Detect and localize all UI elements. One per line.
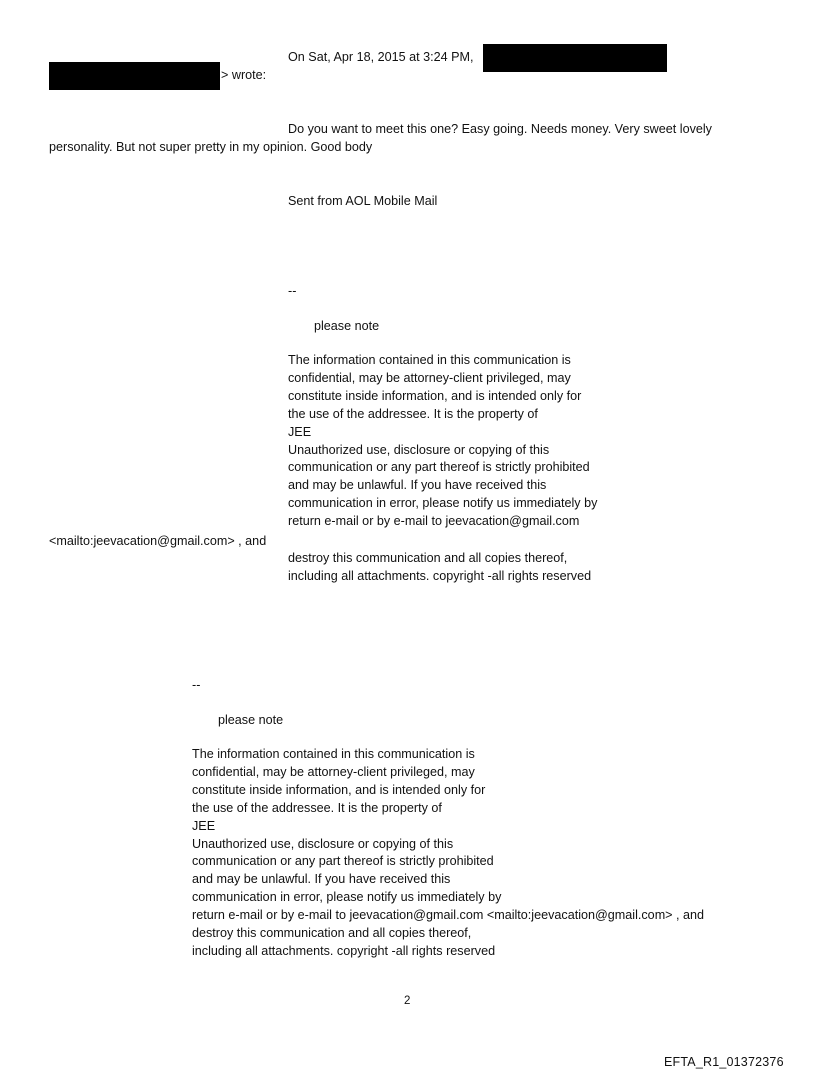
notice-line: The information contained in this communication is bbox=[288, 353, 571, 367]
signature-separator: -- bbox=[192, 678, 201, 692]
notice-line: communication in error, please notify us immediately by bbox=[192, 890, 502, 905]
notice-line: communication in error, please notify us immediately by bbox=[288, 496, 598, 511]
notice-line: confidential, may be attorney-client privileged, may bbox=[192, 764, 475, 779]
notice-line: destroy this communication and all copies thereof, bbox=[288, 551, 568, 565]
redaction-box bbox=[49, 62, 220, 90]
sent-from-line: Sent from AOL Mobile Mail bbox=[288, 194, 438, 208]
notice-line: constitute inside information, and is intended only for bbox=[288, 388, 582, 403]
notice-line: confidential, may be attorney-client privileged, may bbox=[288, 370, 571, 385]
notice-line: constitute inside information, and is intended only for bbox=[192, 782, 486, 797]
signature-separator: -- bbox=[288, 284, 297, 298]
date-line: On Sat, Apr 18, 2015 at 3:24 PM, bbox=[288, 50, 474, 64]
message-line: Do you want to meet this one? Easy going. Needs money. Very sweet lovely bbox=[288, 122, 712, 136]
notice-line: and may be unlawful. If you have received this bbox=[288, 478, 547, 493]
confidentiality-notice-tail bbox=[288, 550, 591, 586]
notice-line: communication or any part thereof is strictly prohibited bbox=[192, 854, 494, 869]
wrote-label: > wrote: bbox=[221, 68, 267, 82]
notice-line: and may be unlawful. If you have received this bbox=[192, 872, 451, 887]
confidentiality-notice bbox=[192, 746, 704, 961]
notice-line: Unauthorized use, disclosure or copying of this bbox=[192, 836, 454, 851]
notice-line: communication or any part thereof is strictly prohibited bbox=[288, 460, 590, 475]
notice-line: JEE bbox=[192, 818, 216, 833]
notice-line: The information contained in this communication is bbox=[192, 747, 475, 761]
notice-line: destroy this communication and all copies thereof, bbox=[192, 926, 472, 941]
confidentiality-notice bbox=[288, 352, 597, 531]
message-line: personality. But not super pretty in my opinion. Good body bbox=[49, 140, 373, 154]
notice-line: the use of the addressee. It is the property of bbox=[288, 406, 538, 421]
redaction-box bbox=[483, 44, 667, 72]
notice-line: return e-mail or by e-mail to jeevacation@gmail.com <mailto:jeevacation@gmail.com> , and bbox=[192, 908, 705, 923]
notice-line: the use of the addressee. It is the property of bbox=[192, 800, 442, 815]
notice-line: including all attachments. copyright -all rights reserved bbox=[288, 568, 592, 583]
please-note-heading: please note bbox=[314, 319, 380, 333]
notice-line: including all attachments. copyright -all rights reserved bbox=[192, 943, 496, 958]
page-number: 2 bbox=[404, 995, 411, 1007]
notice-line: return e-mail or by e-mail to jeevacation@gmail.com bbox=[288, 514, 580, 529]
notice-line: Unauthorized use, disclosure or copying of this bbox=[288, 442, 550, 457]
notice-line: JEE bbox=[288, 424, 312, 439]
bates-number: EFTA_R1_01372376 bbox=[664, 1055, 784, 1069]
please-note-heading: please note bbox=[218, 713, 284, 727]
mailto-line: <mailto:jeevacation@gmail.com> , and bbox=[49, 534, 267, 548]
